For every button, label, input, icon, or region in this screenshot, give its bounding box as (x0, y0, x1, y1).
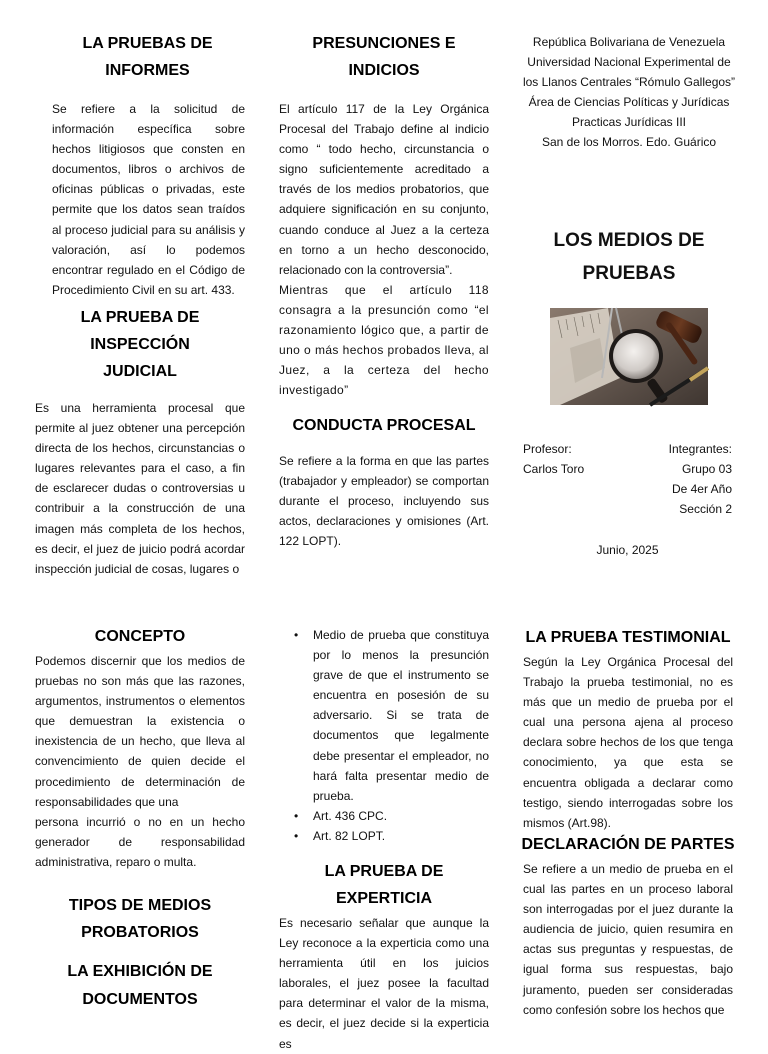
cover-institution (515, 32, 743, 152)
integrantes-line-2: De 4er Año (671, 482, 732, 497)
declaracion-body: Se refiere a un medio de prueba en el cual las partes en un proceso laboral son interrogadas por el juez durante la audiencia de juicio, quien resumira en actas sus preguntas y respuestas, de igual forma sus respuestas, bajo juramento, pueden ser consideradas como confesión sobre los hechos que (523, 862, 733, 1017)
cover-illustration (550, 308, 708, 405)
bullet-item: • Art. 436 CPC. (279, 806, 489, 826)
bullet-item: • Medio de prueba que constituya por lo menos la presunción grave de que el instrumento se encuentra en posesión de su adversario. Si se trata de documentos que legalmente debe presentar el empleador, no hará falta presentar medio de prueba. (279, 625, 489, 806)
institution-line-2: Universidad Nacional Experimental de (527, 55, 731, 69)
panel-presunciones (279, 30, 489, 400)
concepto-body: Podemos discernir que los medios de pruebas no son más que las razones, argumentos, instrumentos o elementos que demuestran la existencia o inexistencia de un hecho, que lleva al convencimiento de quien decide el procedimiento de determinación de responsabilidades que una (35, 654, 245, 809)
presunciones-heading: PRESUNCIONES E INDICIOS (312, 35, 456, 79)
cover-date: Junio, 2025 (596, 543, 659, 557)
credits-row-3 (523, 479, 732, 499)
integrantes-line-3: Sección 2 (679, 502, 732, 517)
experticia-body: Es necesario señalar que aunque la Ley reconoce a la experticia como una herramienta útil en los juicios laborales, el juez posee la facultad para determinar el valor de la misma, es decir, el juez decide si la experticia es (279, 916, 489, 1051)
concepto-heading: CONCEPTO (94, 628, 186, 645)
institution-line-4: Área de Ciencias Políticas y Jurídicas (528, 95, 730, 109)
panel-exhibicion (35, 958, 245, 1014)
concepto-body-2: persona incurrió o no en un hecho generador de responsabilidad administrativa, reparo o multa. (35, 814, 245, 869)
exhibicion-heading: LA EXHIBICIÓN DE DOCUMENTOS (67, 963, 213, 1008)
institution-line-1: República Bolivariana de Venezuela (532, 35, 726, 49)
informes-body: Se refiere a la solicitud de información específica sobre hechos litigiosos que consten en documentos, libros o archivos de oficinas públicas o privadas, este permite que los datos sean traídos al proceso judicial para su análisis y valoración, así lo podemos encontrar regulado en el Código de Procedimiento Civil en su art. 433. (52, 102, 245, 297)
declaracion-heading: DECLARACIÓN DE PARTES (521, 836, 735, 853)
panel-testimonial (523, 624, 733, 833)
testimonial-heading: LA PRUEBA TESTIMONIAL (525, 629, 731, 646)
institution-line-6: San de los Morros. Edo. Guárico (541, 135, 717, 149)
magnifier-gavel-illustration (550, 308, 708, 405)
experticia-heading: LA PRUEBA DE EXPERTICIA (324, 863, 444, 907)
bullet-item: • Art. 82 LOPT. (279, 826, 489, 846)
conducta-body: Se refiere a la forma en que las partes (trabajador y empleador) se comportan durante el proceso, incluyendo sus actos, declaraciones y omisiones (Art. 122 LOPT). (279, 454, 489, 549)
profesor-label: Profesor: (523, 442, 572, 456)
tipos-heading: TIPOS DE MEDIOS PROBATORIOS (68, 897, 212, 941)
institution-line-5: Practicas Jurídicas III (571, 115, 687, 129)
integrantes-line-1: Grupo 03 (681, 462, 732, 477)
panel-experticia (279, 858, 489, 1054)
panel-conducta (279, 412, 489, 551)
panel-informes (50, 30, 245, 300)
cover-credits (523, 439, 732, 519)
panel-tipos (35, 892, 245, 946)
panel-inspeccion (35, 304, 245, 579)
profesor-name: Carlos Toro (523, 462, 585, 477)
bullet-list (279, 625, 489, 846)
informes-heading: LA PRUEBAS DE INFORMES (82, 35, 213, 79)
integrantes-label: Integrantes: (668, 442, 732, 456)
testimonial-body: Según la Ley Orgánica Procesal del Trabajo la prueba testimonial, no es más que un medio de prueba por el cual una persona ajena al proceso declara sobre hechos de los que tenga conocimiento, ya que esta se encuentra obligada a declarar como testigo, siendo interrogadas sobre los mismos (Art.98). (523, 655, 733, 830)
inspeccion-heading: LA PRUEBA DE INSPECCIÓN JUDICIAL (80, 309, 200, 380)
credits-row-1 (523, 439, 732, 459)
presunciones-body-2: Mientras que el artículo 118 consagra a la presunción como “el razonamiento lógico que, a partir de uno o más hechos probados lleva, al Juez, a la certeza del hecho investigado” (279, 282, 489, 398)
inspeccion-body: Es una herramienta procesal que permite al juez obtener una percepción directa de los hechos, circunstancias o lugares relevantes para el caso, a fin de esclarecer dudas o controversias u contribuir a la construcción de una imagen más completa de los hechos, es decir, el juez de juicio podrá acordar inspección judicial de cosas, lugares o (35, 401, 245, 576)
panel-bullets (279, 625, 489, 846)
panel-declaracion (523, 831, 733, 1020)
cover-title: LOS MEDIOS DE PRUEBAS (553, 230, 705, 284)
credits-row-4 (523, 499, 732, 519)
presunciones-body: El artículo 117 de la Ley Orgánica Procesal del Trabajo define al indicio como “ todo hecho, circunstancia o signo suficientemente acreditado a través de los medios probatorios, que adquiere significación en su conjunto, cuando conduce al Juez a la certeza en torno a un hecho desconocido, relacionado con la controversia”. (279, 102, 489, 277)
credits-row-2 (523, 459, 732, 479)
institution-line-3: los Llanos Centrales “Rómulo Gallegos” (522, 75, 736, 89)
conducta-heading: CONDUCTA PROCESAL (292, 417, 476, 434)
panel-concepto (35, 623, 245, 872)
